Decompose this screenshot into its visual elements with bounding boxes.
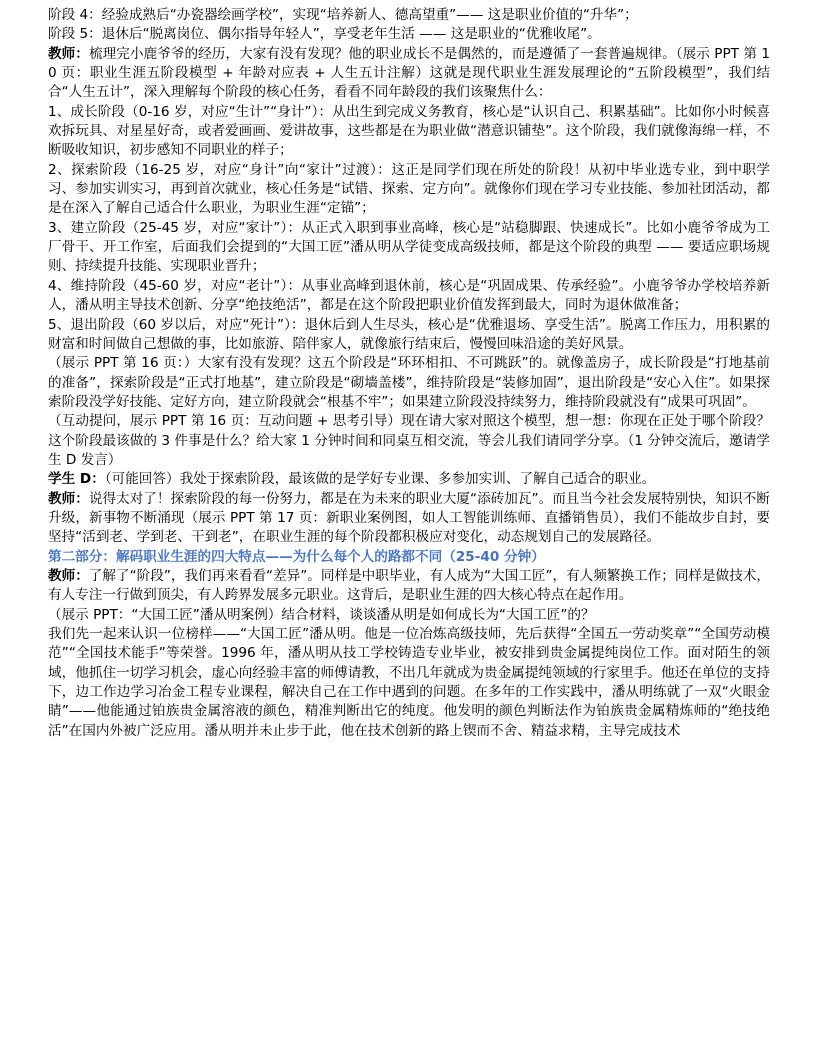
list-item-exit-stage: [48, 316, 770, 355]
document-page: [48, 6, 770, 741]
paragraph-text: 5、退出阶段（60 岁以后，对应“死计”）：退休后到人生尽头，核心是“优雅退场、享受生活”。脱离工作压力，用积累的财富和时间做自己想做的事，比如旅游、陪伴家人，就像旅行结束后，慢慢回味沿途的美好风景。: [48, 316, 770, 352]
paragraph-stage4: [48, 6, 770, 25]
teacher-paragraph-differences: [48, 567, 770, 606]
list-item-growth-stage: [48, 103, 770, 161]
paragraph-text: 1、成长阶段（0-16 岁，对应“生计”“身计”）：从出生到完成义务教育，核心是“认识自己、积累基础”。比如你小时候喜欢拆玩具、对星星好奇，或者爱画画、爱讲故事，这些都是在为职业做“潜意识铺垫”。这个阶段，我们就像海绵一样，不断吸收知识，初步感知不同职业的样子；: [48, 103, 770, 159]
paragraph-stage5: [48, 25, 770, 44]
paragraph-text: 梳理完小鹿爷爷的经历，大家有没有发现？他的职业成长不是偶然的，而是遵循了一套普遍规律。（展示 PPT 第 10 页：职业生涯五阶段模型 + 年龄对应表 + 人生五计注解）这就是现代职业生涯发展理论的“五阶段模型”，我们结合“人生五计”，深入理解每个阶段的核心任务，看看不同年龄段的我们该聚焦什么：: [48, 45, 771, 101]
paragraph-text: （展示 PPT：“大国工匠”潘从明案例）结合材料，谈谈潘从明是如何成长为“大国工匠”的？: [48, 606, 595, 623]
paragraph-case-prompt: [48, 606, 770, 625]
list-item-establishment-stage: [48, 219, 770, 277]
paragraph-text: 说得太对了！探索阶段的每一份努力，都是在为未来的职业大厦“添砖加瓦”。而且当今社会发展特别快，知识不断升级，新事物不断涌现（展示 PPT 第 17 页：新职业案例图，如人工智能训练师、直播销售员），我们不能故步自封，要坚持“活到老、学到老、干到老”，在职业生涯的每个阶段都积极应对变化，动态规划自己的发展路径。: [48, 490, 770, 546]
paragraph-text: 2、探索阶段（16-25 岁，对应“身计”向“家计”过渡）：这正是同学们现在所处的阶段！从初中毕业选专业，到中职学习、参加实训实习，再到首次就业，核心任务是“试错、探索、定方向”。就像你们现在学习专业技能、参加社团活动，都是在深入了解自己适合什么职业，为职业生涯“定锚”；: [48, 161, 770, 217]
section-heading: 第二部分：解码职业生涯的四大特点——为什么每个人的路都不同（25-40 分钟）: [48, 548, 545, 565]
paragraph-text: 了解了“阶段”，我们再来看看“差异”。同样是中职毕业，有人成为“大国工匠”，有人频繁换工作；同样是做技术，有人专注一行做到顶尖，有人跨界发展多元职业。这背后，是职业生涯的四大核心特点在起作用。: [48, 567, 770, 604]
paragraph-ppt-16: [48, 354, 770, 412]
speaker-label: 教师：: [48, 45, 89, 62]
paragraph-text: 我们先一起来认识一位榜样——“大国工匠”潘从明。他是一位冶炼高级技师，先后获得“全国五一劳动奖章”“全国劳动模范”“全国技术能手”等荣誉。1996 年，潘从明从技工学校铸造专业毕业，被安排到贵金属提纯岗位工作。面对陌生的领域，他抓住一切学习机会，虚心向经验丰富的师傅请教，不出几年就成为贵金属提纯领域的行家里手。他还在单位的支持下，边工作边学习冶金工程专业课程，解决自己在工作中遇到的问题。在多年的工作实践中，潘从明练就了一双“火眼金睛”——他能通过铂族贵金属溶液的颜色，精准判断出它的纯度。他发明的颜色判断法作为铂族贵金属精炼师的“绝技绝活”在国内外被广泛应用。潘从明并未止步于此，他在技术创新的路上锲而不舍、精益求精，主导完成技术: [48, 626, 770, 739]
speaker-label: 教师：: [48, 567, 89, 584]
teacher-paragraph-five-stage-model: [48, 45, 770, 103]
paragraph-text: 阶段 5：退休后“脱离岗位、偶尔指导年轻人”，享受老年生活 —— 这是职业的“优雅收尾”。: [48, 26, 601, 43]
paragraph-pan-congming-story: [48, 625, 770, 741]
paragraph-text: 4、维持阶段（45-60 岁，对应“老计”）：从事业高峰到退休前，核心是“巩固成果、传承经验”。小鹿爷爷办学校培养新人，潘从明主导技术创新、分享“绝技绝活”，都是在这个阶段把职业价值发挥到最大，同时为退休做准备；: [48, 277, 770, 314]
list-item-maintenance-stage: [48, 277, 770, 316]
speaker-label: 学生 D：: [48, 471, 105, 488]
paragraph-text: （可能回答）我处于探索阶段，最该做的是学好专业课、多参加实训、了解自己适合的职业。: [104, 471, 656, 488]
paragraph-text: 阶段 4：经验成熟后“办瓷器绘画学校”，实现“培养新人、德高望重”—— 这是职业价值的“升华”；: [48, 7, 638, 23]
paragraph-interactive-question: [48, 412, 770, 470]
student-d-answer: [48, 470, 770, 489]
teacher-paragraph-response: [48, 490, 770, 548]
paragraph-text: （展示 PPT 第 16 页：）大家有没有发现？这五个阶段是“环环相扣、不可跳跃”的。就像盖房子，成长阶段是“打地基前的准备”，探索阶段是“正式打地基”，建立阶段是“砌墙盖楼”，维持阶段是“装修加固”，退出阶段是“安心入住”。如果探索阶段没学好技能、定好方向，建立阶段就会“根基不牢”；如果建立阶段没持续努力，维持阶段就没有“成果可巩固”。: [48, 355, 770, 410]
list-item-exploration-stage: [48, 161, 770, 219]
speaker-label: 教师：: [48, 490, 89, 507]
paragraph-text: （互动提问，展示 PPT 第 16 页：互动问题 + 思考引导）现在请大家对照这个模型，想一想：你现在正处于哪个阶段？这个阶段最该做的 3 件事是什么？给大家 1 分钟时间和同桌互相交流，等会儿我们请同学分享。（1 分钟交流后，邀请学生 D 发言）: [48, 413, 770, 468]
paragraph-text: 3、建立阶段（25-45 岁，对应“家计”）：从正式入职到事业高峰，核心是“站稳脚跟、快速成长”。比如小鹿爷爷成为工厂骨干、开工作室，后面我们会提到的“大国工匠”潘从明从学徒变成高级技师，都是这个阶段的典型 —— 要适应职场规则、持续提升技能、实现职业晋升；: [48, 219, 770, 275]
